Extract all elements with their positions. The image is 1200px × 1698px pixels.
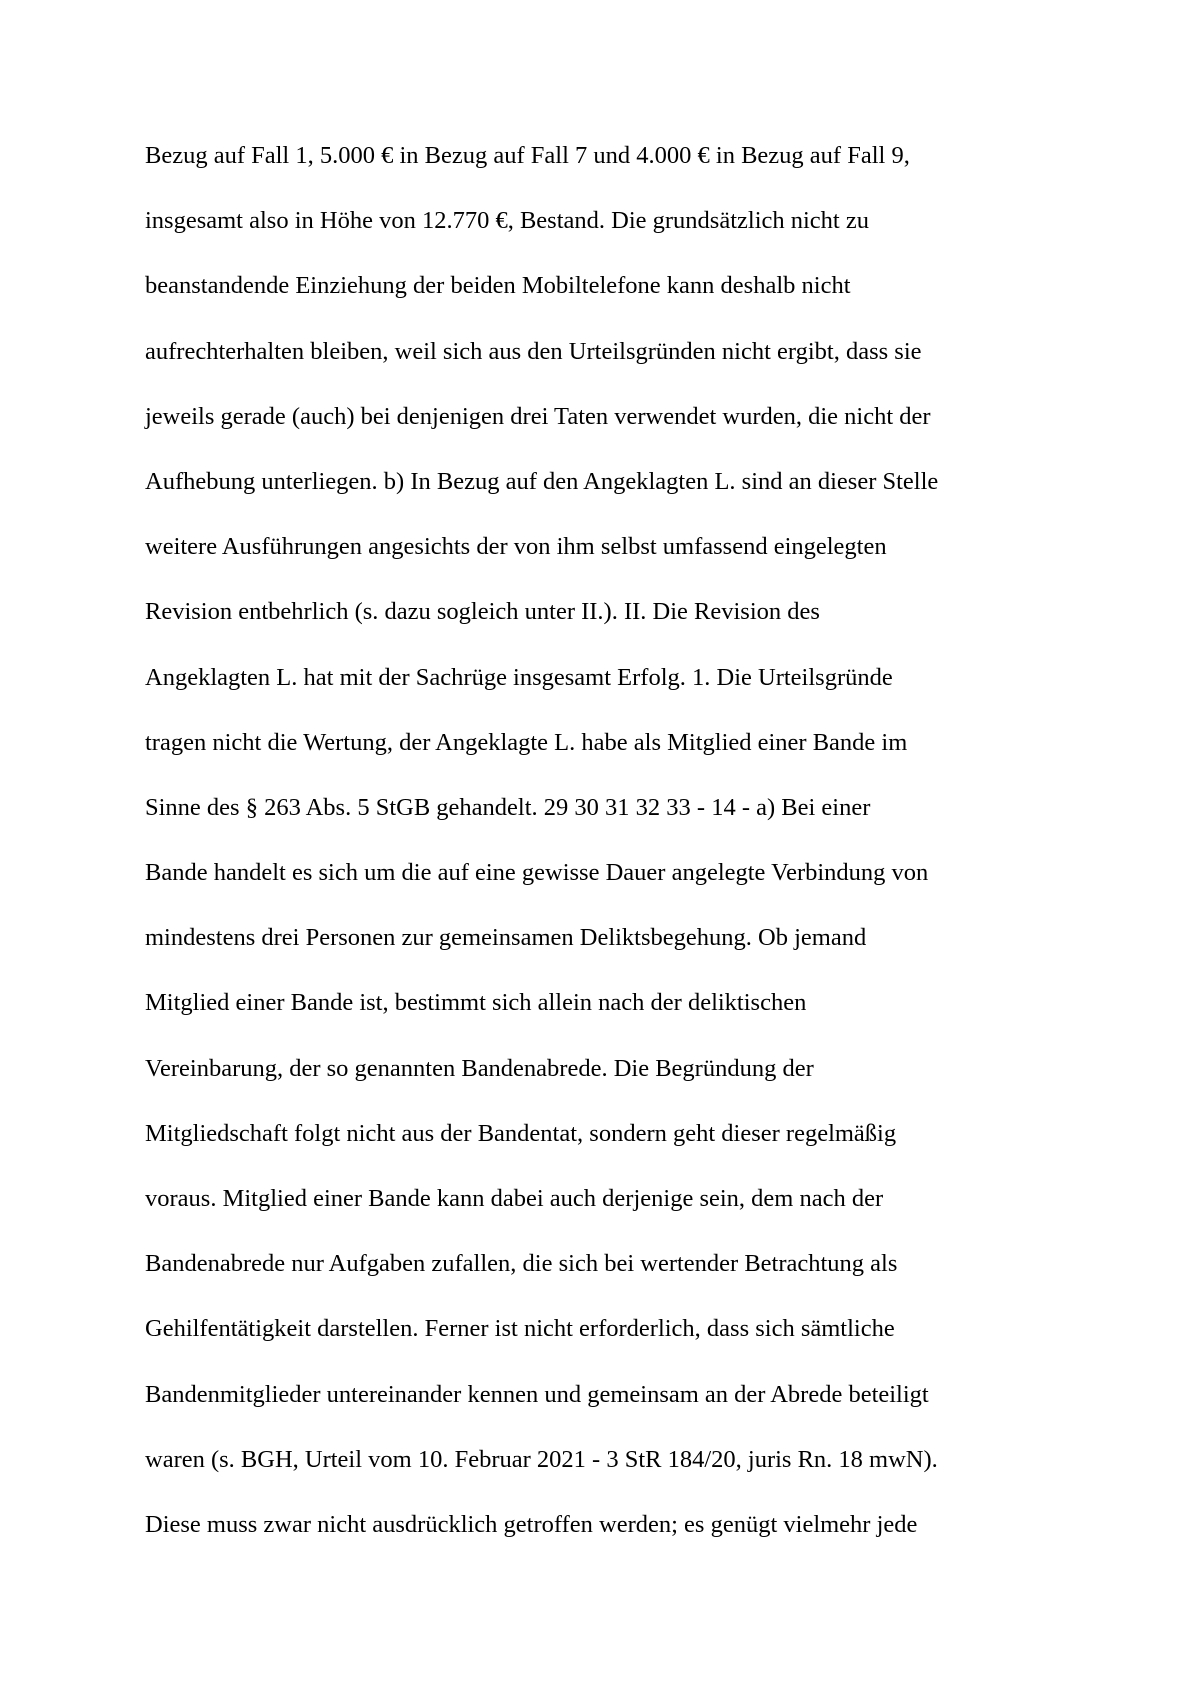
text-line: beanstandende Einziehung der beiden Mobiltelefone kann deshalb nicht xyxy=(145,272,851,300)
text-line: insgesamt also in Höhe von 12.770 €, Bestand. Die grundsätzlich nicht zu xyxy=(145,207,869,235)
text-line: Aufhebung unterliegen. b) In Bezug auf den Angeklagten L. sind an dieser Stelle xyxy=(145,467,939,495)
text-line: Bande handelt es sich um die auf eine gewisse Dauer angelegte Verbindung von xyxy=(145,859,929,887)
text-line: Angeklagten L. hat mit der Sachrüge insgesamt Erfolg. 1. Die Urteilsgründe xyxy=(145,663,893,691)
text-line: mindestens drei Personen zur gemeinsamen Deliktsbegehung. Ob jemand xyxy=(145,924,867,952)
text-line: Revision entbehrlich (s. dazu sogleich unter II.). II. Die Revision des xyxy=(145,598,820,626)
text-line: aufrechterhalten bleiben, weil sich aus den Urteilsgründen nicht ergibt, dass sie xyxy=(145,337,922,365)
text-line: jeweils gerade (auch) bei denjenigen drei Taten verwendet wurden, die nicht der xyxy=(145,402,931,430)
text-line: tragen nicht die Wertung, der Angeklagte L. habe als Mitglied einer Bande im xyxy=(145,728,908,756)
text-line: weitere Ausführungen angesichts der von ihm selbst umfassend eingelegten xyxy=(145,533,887,561)
text-line: Vereinbarung, der so genannten Bandenabrede. Die Begründung der xyxy=(145,1054,814,1082)
text-line: Bezug auf Fall 1, 5.000 € in Bezug auf Fall 7 und 4.000 € in Bezug auf Fall 9, xyxy=(145,142,910,169)
text-line: Gehilfentätigkeit darstellen. Ferner ist nicht erforderlich, dass sich sämtliche xyxy=(145,1315,895,1343)
text-line: Mitglied einer Bande ist, bestimmt sich allein nach der deliktischen xyxy=(145,989,807,1017)
body-text xyxy=(145,140,1145,1574)
text-line: Mitgliedschaft folgt nicht aus der Bandentat, sondern geht dieser regelmäßig xyxy=(145,1119,897,1147)
text-line: voraus. Mitglied einer Bande kann dabei auch derjenige sein, dem nach der xyxy=(145,1185,884,1212)
text-line: Bandenmitglieder untereinander kennen und gemeinsam an der Abrede beteiligt xyxy=(145,1380,929,1408)
text-line: waren (s. BGH, Urteil vom 10. Februar 2021 - 3 StR 184/20, juris Rn. 18 mwN). xyxy=(145,1445,938,1473)
text-line: Bandenabrede nur Aufgaben zufallen, die sich bei wertender Betrachtung als xyxy=(145,1250,898,1278)
text-line: Diese muss zwar nicht ausdrücklich getroffen werden; es genügt vielmehr jede xyxy=(145,1510,918,1538)
text-line: Sinne des § 263 Abs. 5 StGB gehandelt. 29 30 31 32 33 - 14 - a) Bei einer xyxy=(145,793,871,821)
